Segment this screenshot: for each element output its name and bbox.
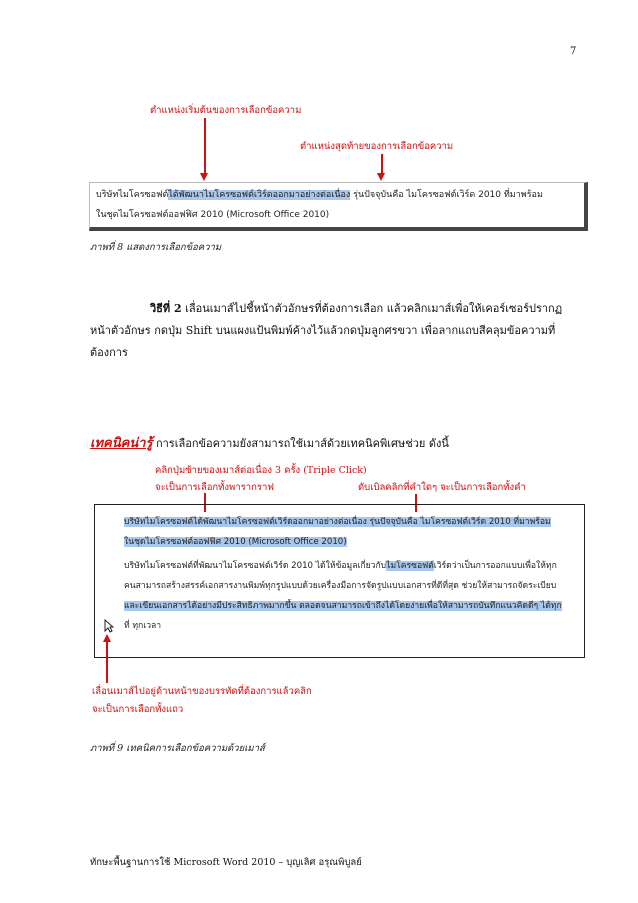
fig8-line2: ในชุดไมโครซอฟต์ออฟฟิศ 2010 (Microsoft Office 2010) xyxy=(96,210,330,220)
fig9-p2-line3: และเขียนเอกสารได้อย่างมีประสิทธิภาพมากขึ้น ตลอดจนสามารถเข้าถึงได้โดยง่ายเพื่อให้สามารถบันทึกแนวคิดดีๆ ได้ทุก xyxy=(124,601,562,611)
fig9-caption: ภาพที่ 9 เทคนิคการเลือกข้อความด้วยเมาส์ xyxy=(90,743,265,754)
fig9-screenshot xyxy=(124,512,576,648)
arrow-start-line xyxy=(204,118,206,174)
label-end-position: ตำแหน่งสุดท้ายของการเลือกข้อความ xyxy=(300,141,454,152)
page-number: 7 xyxy=(570,46,577,57)
fig9-p2-line4: ที่ ทุกเวลา xyxy=(124,621,162,631)
label-start-position: ตำแหน่งเริ่มต้นของการเลือกข้อความ xyxy=(150,105,302,116)
tip-text: การเลือกข้อความยังสามารถใช้เมาส์ด้วยเทคนิคพิเศษช่วย ดังนี้ xyxy=(152,437,449,450)
arrow-start-head xyxy=(200,173,208,181)
method2-label: วิธีที่ 2 xyxy=(150,302,182,315)
method2-line1: วิธีที่ 2 เลื่อนเมาส์ไปชี้หน้าตัวอักษรที่ต้องการเลือก แล้วคลิกเมาส์เพื่อให้เคอร์เซอร์ปรากฏ xyxy=(150,302,563,315)
fig8-line1-selection: ได้พัฒนาไมโครซอฟต์เวิร์ดออกมาอย่างต่อเนื่อง xyxy=(168,190,351,200)
fig9-p2-line2: คนสามารถสร้างสรรค์เอกสารงานพิมพ์ทุกรูปแบบด้วยเครื่องมือการจัดรูปแบบเอกสารที่ดีที่สุด ช่วยให้สามารถจัดระเบียบ xyxy=(124,581,557,591)
note-line-select-2: จะเป็นการเลือกทั้งแถว xyxy=(92,704,184,715)
method2-paragraph xyxy=(90,298,590,364)
fig8-line1-pre: บริษัทไมโครซอฟต์ xyxy=(96,190,169,200)
note-line-select-1: เลื่อนเมาส์ไปอยู่ด้านหน้าของบรรทัดที่ต้องการแล้วคลิก xyxy=(92,686,312,697)
arrow-line-select-line xyxy=(106,641,108,683)
tip-heading xyxy=(90,432,449,453)
note-triple-click-2: จะเป็นการเลือกทั้งพารากราฟ xyxy=(155,482,275,493)
note-triple-click-1: คลิกปุ่มซ้ายของเมาส์ต่อเนื่อง 3 ครั้ง (Triple Click) xyxy=(155,465,367,476)
fig9-p1-line2: ในชุดไมโครซอฟต์ออฟฟิศ 2010 (Microsoft Office 2010) xyxy=(124,537,347,547)
arrow-end-line xyxy=(381,154,383,174)
fig9-p1-line1: บริษัทไมโครซอฟต์ได้พัฒนาไมโครซอฟต์เวิร์ดออกมาอย่างต่อเนื่อง รุ่นปัจจุบันคือ ไมโครซอฟต์เวิร์ด 2010 ที่มาพร้อม xyxy=(124,517,551,527)
method2-line2: หน้าตัวอักษร กดปุ่ม Shift บนแผงแป้นพิมพ์ค้างไว้แล้วกดปุ่มลูกศรขวา เพื่อลากแถบสีคลุมข้อความที่ xyxy=(90,324,556,337)
page-footer: ทักษะพื้นฐานการใช้ Microsoft Word 2010 – บุญเลิศ อรุณพิบูลย์ xyxy=(90,857,362,868)
note-double-click: ดับเบิลคลิกที่คำใดๆ จะเป็นการเลือกทั้งคำ xyxy=(358,482,526,493)
fig8-caption: ภาพที่ 8 แสดงการเลือกข้อความ xyxy=(90,242,222,253)
method2-line3: ต้องการ xyxy=(90,346,128,359)
fig8-line1-post: รุ่นปัจจุบันคือ ไมโครซอฟต์เวิร์ด 2010 ที่มาพร้อม xyxy=(350,190,543,200)
fig9-word-selection: ไมโครซอฟต์ xyxy=(386,561,434,571)
arrow-end-head xyxy=(377,173,385,181)
fig8-screenshot xyxy=(89,182,588,231)
tip-title: เทคนิคน่ารู้ xyxy=(90,436,153,451)
fig8-line1 xyxy=(90,183,584,205)
fig9-p2-line1: บริษัทไมโครซอฟต์ที่พัฒนาไมโครซอฟต์เวิร์ด 2010 ได้ให้ข้อมูลเกี่ยวกับไมโครซอฟต์เวิร์ดว่าเป็นการออกแบบเพื่อให้ทุก xyxy=(124,561,557,571)
